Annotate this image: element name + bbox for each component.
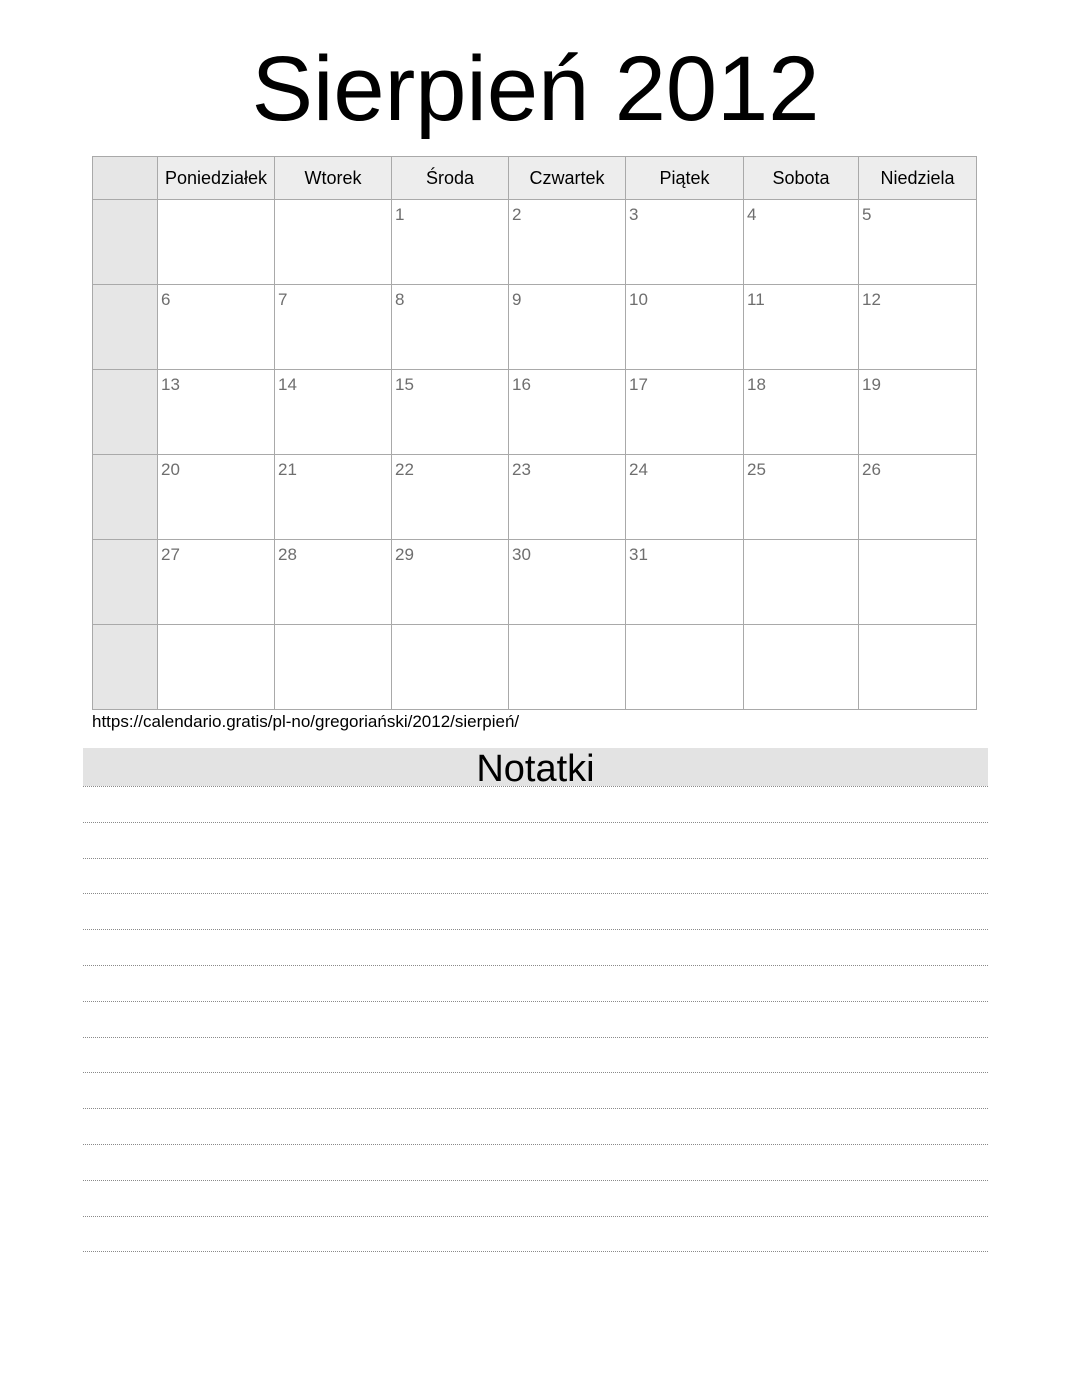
day-cell [859, 625, 977, 710]
day-cell [744, 455, 859, 540]
note-line [83, 894, 988, 930]
week-number-cell [93, 540, 158, 625]
week-row [93, 625, 977, 710]
day-number: 12 [862, 290, 881, 309]
day-number: 5 [862, 205, 872, 224]
day-cell [744, 370, 859, 455]
day-number: 1 [395, 205, 405, 224]
day-number [744, 540, 858, 545]
day-cell [859, 455, 977, 540]
week-number-cell [93, 455, 158, 540]
day-number: 13 [161, 375, 180, 394]
week-number-cell [93, 625, 158, 710]
day-cell [158, 455, 275, 540]
day-number: 6 [161, 290, 171, 309]
day-cell [626, 540, 744, 625]
day-cell [509, 285, 626, 370]
day-number: 2 [512, 205, 522, 224]
week-row [93, 455, 977, 540]
weekday-sunday: Niedziela [859, 157, 977, 200]
notes-lines [83, 786, 988, 1252]
day-number: 22 [395, 460, 414, 479]
day-number: 24 [629, 460, 648, 479]
day-cell [158, 625, 275, 710]
day-number: 28 [278, 545, 297, 564]
day-cell [626, 285, 744, 370]
day-cell [626, 200, 744, 285]
day-number: 4 [747, 205, 757, 224]
day-cell [509, 540, 626, 625]
day-number: 10 [629, 290, 648, 309]
week-number-cell [93, 200, 158, 285]
week-row [93, 540, 977, 625]
note-line [83, 930, 988, 966]
day-number: 21 [278, 460, 297, 479]
day-number: 14 [278, 375, 297, 394]
day-number: 8 [395, 290, 405, 309]
day-cell [626, 370, 744, 455]
source-url: https://calendario.gratis/pl-no/gregoriański/2012/sierpień/ [92, 712, 520, 731]
day-cell [392, 370, 509, 455]
day-cell [275, 540, 392, 625]
day-cell [859, 370, 977, 455]
day-number [744, 625, 858, 630]
day-number: 17 [629, 375, 648, 394]
day-cell [158, 540, 275, 625]
day-number: 26 [862, 460, 881, 479]
day-cell [275, 285, 392, 370]
day-number [158, 200, 274, 205]
day-cell [509, 370, 626, 455]
day-number: 20 [161, 460, 180, 479]
notes-heading: Notatki [83, 748, 988, 786]
day-number: 19 [862, 375, 881, 394]
note-line [83, 1145, 988, 1181]
day-number [275, 200, 391, 205]
weekday-saturday: Sobota [744, 157, 859, 200]
page-title: Sierpień 2012 [251, 38, 820, 140]
day-cell [509, 200, 626, 285]
day-number [392, 625, 508, 630]
day-number: 30 [512, 545, 531, 564]
day-cell [392, 455, 509, 540]
day-number [275, 625, 391, 630]
weekday-monday: Poniedziałek [158, 157, 275, 200]
note-line [83, 1038, 988, 1074]
day-cell [275, 455, 392, 540]
week-number-cell [93, 285, 158, 370]
week-row [93, 370, 977, 455]
day-number [626, 625, 743, 630]
day-number [158, 625, 274, 630]
day-number: 7 [278, 290, 288, 309]
day-cell [158, 285, 275, 370]
day-cell [509, 625, 626, 710]
day-cell [744, 200, 859, 285]
weekday-thursday: Czwartek [509, 157, 626, 200]
day-number: 11 [747, 290, 765, 309]
weekday-header-row [93, 157, 977, 200]
note-line [83, 1002, 988, 1038]
day-number [859, 625, 976, 630]
note-line [83, 1181, 988, 1217]
note-line [83, 823, 988, 859]
day-cell [392, 200, 509, 285]
day-number: 31 [629, 545, 648, 564]
week-number-cell [93, 370, 158, 455]
day-number [509, 625, 625, 630]
day-number: 25 [747, 460, 766, 479]
note-line [83, 1217, 988, 1253]
day-cell [626, 625, 744, 710]
weekday-tuesday: Wtorek [275, 157, 392, 200]
day-cell [744, 625, 859, 710]
day-number: 27 [161, 545, 180, 564]
day-cell [158, 370, 275, 455]
day-cell [859, 200, 977, 285]
day-number: 15 [395, 375, 414, 394]
note-line [83, 859, 988, 895]
week-row [93, 200, 977, 285]
day-cell [626, 455, 744, 540]
month-calendar [92, 156, 977, 710]
day-number: 29 [395, 545, 414, 564]
day-cell [744, 285, 859, 370]
day-cell [392, 540, 509, 625]
weekday-friday: Piątek [626, 157, 744, 200]
day-cell [275, 200, 392, 285]
day-number: 23 [512, 460, 531, 479]
day-cell [859, 285, 977, 370]
day-cell [859, 540, 977, 625]
week-row [93, 285, 977, 370]
day-cell [392, 285, 509, 370]
day-cell [509, 455, 626, 540]
week-number-header [93, 157, 158, 200]
day-cell [275, 370, 392, 455]
note-line [83, 966, 988, 1002]
day-cell [158, 200, 275, 285]
weekday-wednesday: Środa [392, 157, 509, 200]
day-number [859, 540, 976, 545]
day-cell [744, 540, 859, 625]
day-number: 3 [629, 205, 639, 224]
note-line [83, 787, 988, 823]
day-cell [392, 625, 509, 710]
note-line [83, 1073, 988, 1109]
day-cell [275, 625, 392, 710]
day-number: 9 [512, 290, 522, 309]
day-number: 16 [512, 375, 531, 394]
day-number: 18 [747, 375, 766, 394]
note-line [83, 1109, 988, 1145]
